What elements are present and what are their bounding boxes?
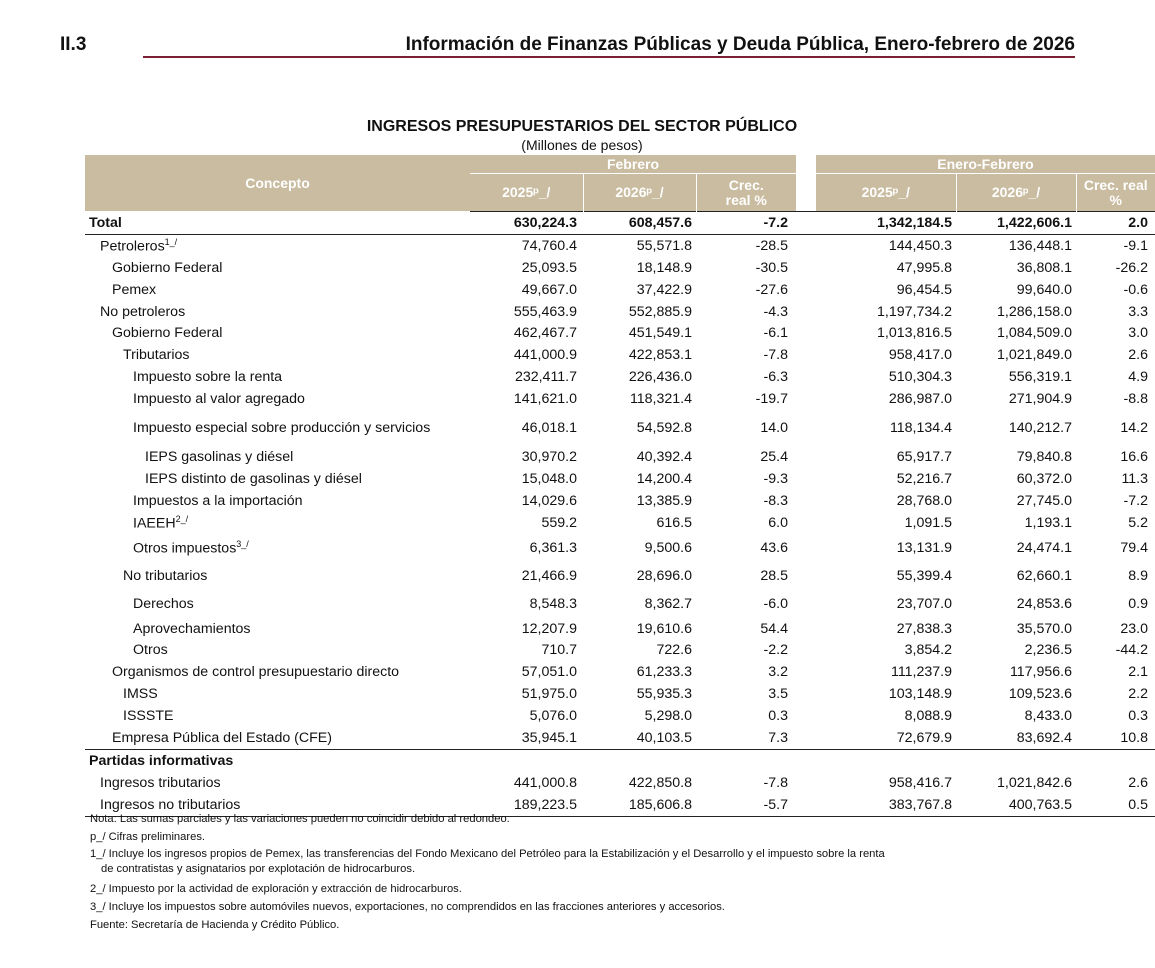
cell-f26 <box>583 749 696 771</box>
cell-e26: 1,193.1 <box>1024 514 1072 531</box>
cell-fcr: 14.0 <box>760 420 788 437</box>
table-row <box>85 279 1155 301</box>
cell-e26: 2,236.5 <box>1024 642 1072 659</box>
cell-fcr <box>696 749 796 771</box>
cell-ecr: -8.8 <box>1123 391 1148 408</box>
table-row <box>85 212 1155 235</box>
cell-e26: 400,763.5 <box>956 794 1076 816</box>
cell-ecr: 2.6 <box>1128 774 1148 791</box>
footnote-marker: 3_/ <box>236 538 249 549</box>
cell-ecr: 0.3 <box>1128 708 1148 725</box>
note-2: 2_/ Impuesto por la actividad de exploración y extracción de hidrocarburos. <box>90 883 462 895</box>
note-1-cont: de contratistas y asignatarios por explotación de hidrocarburos. <box>101 863 416 875</box>
cell-e25: 96,454.5 <box>896 281 952 298</box>
cell-e26: 8,433.0 <box>1024 708 1072 725</box>
cell-fcr: -28.5 <box>755 237 788 254</box>
cell-fcr: -30.5 <box>755 259 788 276</box>
cell-f25: 30,970.2 <box>521 448 577 465</box>
table-row <box>85 562 1155 590</box>
cell-e25: 8,088.9 <box>904 708 952 725</box>
cell-e26: 109,523.6 <box>1008 686 1072 703</box>
cell-f26: 55,935.3 <box>636 686 692 703</box>
cell-f25: 555,463.9 <box>513 303 577 320</box>
cell-fcr: -5.7 <box>696 794 796 816</box>
cell-e26: 1,021,842.6 <box>997 774 1072 791</box>
cell-f25: 462,467.7 <box>513 325 577 342</box>
cell-fcr: -2.2 <box>763 642 788 659</box>
cell-f25: 559.2 <box>541 514 577 531</box>
table-row <box>85 534 1155 562</box>
note-1: 1_/ Incluye los ingresos propios de Pemex, las transferencias del Fondo Mexicano del Petróleo para la Estabilización y el Desarrollo y el impuesto sobre la renta <box>90 848 885 860</box>
cell-ecr: 23.0 <box>1120 620 1148 637</box>
table-row <box>85 490 1155 512</box>
header-feb-2026: 2026ᵖ_/ <box>583 174 696 212</box>
cell-e26: 1,084,509.0 <box>997 325 1072 342</box>
cell-f25: 232,411.7 <box>514 369 577 386</box>
cell-fcr: 43.6 <box>760 539 788 556</box>
page-title: Información de Finanzas Públicas y Deuda Pública, Enero-febrero de 2026 <box>405 34 1075 55</box>
row-label: Otros impuestos$^{3\_/}$ <box>133 538 249 557</box>
cell-e25: 144,450.3 <box>888 237 952 254</box>
cell-e25: 52,216.7 <box>896 470 952 487</box>
cell-f26: 9,500.6 <box>644 539 692 556</box>
cell-e26: 24,853.6 <box>1016 595 1072 612</box>
cell-e25: 958,417.0 <box>888 347 952 364</box>
note-rounding: Nota: Las sumas parciales y las variaciones pueden no coincidir debido al redondeo. <box>90 813 510 825</box>
note-preliminary: p_/ Cifras preliminares. <box>90 831 206 843</box>
table-row <box>85 661 1155 683</box>
cell-ecr: 0.9 <box>1128 595 1148 612</box>
cell-fcr: -6.1 <box>763 325 788 342</box>
cell-e25: 103,148.9 <box>888 686 952 703</box>
cell-e25: 286,987.0 <box>888 391 952 408</box>
cell-e25: 28,768.0 <box>896 492 952 509</box>
cell-e25: 27,838.3 <box>896 620 952 637</box>
table-row <box>85 234 1155 256</box>
cell-e26: 1,286,158.0 <box>997 303 1072 320</box>
header-feb-crec: Crec. real % <box>696 174 796 212</box>
cell-e25: 55,399.4 <box>896 567 952 584</box>
note-source: Fuente: Secretaría de Hacienda y Crédito Público. <box>90 919 340 931</box>
cell-f25: 46,018.1 <box>521 420 577 437</box>
cell-f25: 51,975.0 <box>521 686 577 703</box>
header-concept: Concepto <box>85 155 470 212</box>
cell-f26: 552,885.9 <box>628 303 692 320</box>
cell-f26: 422,850.8 <box>628 774 692 791</box>
header-ef-2025: 2025ᵖ_/ <box>816 174 956 212</box>
cell-f26: 54,592.8 <box>636 420 692 437</box>
cell-ecr: -7.2 <box>1123 492 1148 509</box>
header-enero-febrero: Enero-Febrero <box>816 155 1155 174</box>
row-label: No petroleros <box>100 303 186 320</box>
cell-ecr: 2.6 <box>1128 347 1148 364</box>
cell-f26: 13,385.9 <box>636 492 692 509</box>
cell-f25: 74,760.4 <box>521 237 577 254</box>
cell-f25: 8,548.3 <box>529 595 577 612</box>
cell-e25: 383,767.8 <box>816 794 956 816</box>
cell-ecr: 5.2 <box>1128 514 1148 531</box>
cell-f26: 18,148.9 <box>636 259 692 276</box>
row-label: Petroleros$^{1\_/}$ <box>100 236 178 255</box>
cell-f25: 15,048.0 <box>521 470 577 487</box>
cell-f26: 722.6 <box>656 642 692 659</box>
cell-e26 <box>956 749 1076 771</box>
cell-f25: 12,207.9 <box>521 620 577 637</box>
cell-e25: 510,304.3 <box>888 369 952 386</box>
cell-f26: 28,696.0 <box>636 567 692 584</box>
cell-fcr: -8.3 <box>763 492 788 509</box>
row-label: Ingresos tributarios <box>100 774 221 791</box>
cell-fcr: 7.3 <box>768 729 788 746</box>
cell-fcr: 3.5 <box>768 686 788 703</box>
cell-fcr: -4.3 <box>763 303 788 320</box>
cell-ecr: 10.8 <box>1120 729 1148 746</box>
cell-fcr: 28.5 <box>760 567 788 584</box>
row-label: Derechos <box>133 595 194 612</box>
cell-ecr: -26.2 <box>1115 259 1148 276</box>
cell-e25: 1,342,184.5 <box>816 212 956 235</box>
table-row <box>85 257 1155 279</box>
cell-f25: 710.7 <box>541 642 577 659</box>
cell-ecr: -9.1 <box>1123 237 1148 254</box>
table-title: INGRESOS PRESUPUESTARIOS DEL SECTOR PÚBLICO <box>366 118 798 135</box>
table-row <box>85 727 1155 749</box>
row-label: Partidas informativas <box>85 749 470 771</box>
header-ef-crec: Crec. real % <box>1076 174 1155 212</box>
table-row <box>85 639 1155 661</box>
cell-fcr: -27.6 <box>755 281 788 298</box>
row-label: $IAEEH^{2\_/}$ <box>133 513 189 532</box>
cell-f26: 5,298.0 <box>644 708 692 725</box>
cell-f26: 61,233.3 <box>636 664 692 681</box>
row-label: IEPS distinto de gasolinas y diésel <box>145 470 362 487</box>
row-label: Ingresos no tributarios <box>85 794 470 816</box>
cell-f26: 422,853.1 <box>628 347 692 364</box>
table-subtitle: (Millones de pesos) <box>521 137 643 153</box>
cell-f26: 451,549.1 <box>628 325 692 342</box>
cell-f26: 8,362.7 <box>644 595 692 612</box>
cell-fcr: -7.8 <box>763 774 788 791</box>
cell-e25: 1,091.5 <box>904 514 952 531</box>
row-label: Impuesto especial sobre producción y servicios <box>133 419 431 436</box>
table-row <box>85 388 1155 410</box>
row-label: Organismos de control presupuestario directo <box>112 664 400 681</box>
cell-fcr: -7.2 <box>696 212 796 235</box>
cell-e25: 3,854.2 <box>904 642 952 659</box>
cell-f26: 118,321.4 <box>629 391 692 408</box>
cell-fcr: -7.8 <box>763 347 788 364</box>
cell-fcr: -9.3 <box>763 470 788 487</box>
cell-e25: 65,917.7 <box>896 448 952 465</box>
cell-ecr: 2.2 <box>1128 686 1148 703</box>
header-rule <box>143 56 1075 58</box>
row-label: Total <box>85 212 470 235</box>
table-row <box>85 344 1155 366</box>
cell-ecr: 16.6 <box>1120 448 1148 465</box>
cell-f26: 608,457.6 <box>583 212 696 235</box>
cell-e26: 79,840.8 <box>1016 448 1072 465</box>
row-label: IEPS gasolinas y diésel <box>145 448 294 465</box>
header-febrero: Febrero <box>470 155 796 174</box>
cell-f26: 40,392.4 <box>636 448 692 465</box>
row-label: Impuestos a la importación <box>133 492 303 509</box>
cell-ecr: 2.0 <box>1076 212 1155 235</box>
row-label: Gobierno Federal <box>112 259 223 276</box>
cell-f25: 35,945.1 <box>521 729 577 746</box>
header-ef-2026: 2026ᵖ_/ <box>956 174 1076 212</box>
row-label: Impuesto sobre la renta <box>133 369 283 386</box>
cell-fcr: -19.7 <box>755 391 788 408</box>
cell-ecr: 79.4 <box>1120 539 1148 556</box>
cell-f25: 49,667.0 <box>521 281 577 298</box>
cell-f25: 21,466.9 <box>521 567 577 584</box>
cell-fcr: 54.4 <box>760 620 788 637</box>
cell-e26: 36,808.1 <box>1016 259 1072 276</box>
table-row <box>85 618 1155 640</box>
row-label: Gobierno Federal <box>112 325 223 342</box>
table-row <box>85 749 1155 771</box>
row-label: Empresa Pública del Estado (CFE) <box>112 729 332 746</box>
cell-e26: 83,692.4 <box>1016 729 1072 746</box>
row-label: Otros <box>133 642 168 659</box>
cell-fcr: -6.0 <box>763 595 788 612</box>
cell-e26: 271,904.9 <box>1008 391 1072 408</box>
cell-e25: 47,995.8 <box>896 259 952 276</box>
cell-fcr: -6.3 <box>763 369 788 386</box>
cell-e26: 27,745.0 <box>1016 492 1072 509</box>
cell-ecr <box>1076 749 1155 771</box>
cell-f25: 441,000.9 <box>513 347 577 364</box>
cell-ecr: 4.9 <box>1128 369 1148 386</box>
row-label: No tributarios <box>123 567 208 584</box>
cell-e25: 1,013,816.5 <box>877 325 952 342</box>
cell-ecr: -0.6 <box>1123 281 1148 298</box>
table-row <box>85 322 1155 344</box>
cell-f25: 441,000.8 <box>513 774 577 791</box>
cell-f25: 5,076.0 <box>529 708 577 725</box>
cell-e25: 118,134.4 <box>889 420 952 437</box>
cell-e26: 117,956.6 <box>1009 664 1072 681</box>
cell-ecr: 3.0 <box>1128 325 1148 342</box>
table-row <box>85 446 1155 468</box>
cell-fcr: 6.0 <box>768 514 788 531</box>
footnote-marker: 2_/ <box>175 513 189 524</box>
cell-e26: 35,570.0 <box>1016 620 1072 637</box>
table-row <box>85 772 1155 794</box>
cell-ecr: 0.5 <box>1076 794 1155 816</box>
revenue-table <box>85 155 1155 817</box>
cell-ecr: 14.2 <box>1120 420 1148 437</box>
cell-e26: 1,021,849.0 <box>997 347 1072 364</box>
cell-f26: 616.5 <box>656 514 692 531</box>
cell-f25: 14,029.6 <box>521 492 577 509</box>
cell-f25: 141,621.0 <box>513 391 577 408</box>
row-label: IMSS <box>123 686 158 703</box>
cell-e26: 136,448.1 <box>1008 237 1072 254</box>
row-label: Aprovechamientos <box>133 620 251 637</box>
cell-f25: 57,051.0 <box>521 664 577 681</box>
cell-ecr: -44.2 <box>1115 642 1148 659</box>
table-row <box>85 410 1155 446</box>
cell-e26: 60,372.0 <box>1016 470 1072 487</box>
cell-e25: 958,416.7 <box>888 774 952 791</box>
table-row <box>85 705 1155 727</box>
table-row <box>85 590 1155 618</box>
table-row <box>85 366 1155 388</box>
cell-f25: 630,224.3 <box>470 212 583 235</box>
table-row <box>85 512 1155 534</box>
cell-f26: 40,103.5 <box>636 729 692 746</box>
cell-ecr: 11.3 <box>1121 470 1148 487</box>
cell-e25: 23,707.0 <box>896 595 952 612</box>
cell-f25: 189,223.5 <box>470 794 583 816</box>
cell-ecr: 2.1 <box>1128 664 1148 681</box>
table-row <box>85 301 1155 323</box>
cell-ecr: 3.3 <box>1128 303 1148 320</box>
cell-f26: 55,571.8 <box>636 237 692 254</box>
row-label: ISSSTE <box>123 708 174 725</box>
cell-e26: 140,212.7 <box>1008 420 1072 437</box>
header-feb-2025: 2025ᵖ_/ <box>470 174 583 212</box>
footnote-marker: 1_/ <box>164 236 178 247</box>
cell-e25: 111,237.9 <box>890 664 952 681</box>
cell-e26: 62,660.1 <box>1016 567 1072 584</box>
cell-fcr: 0.3 <box>768 708 788 725</box>
cell-e25: 13,131.9 <box>896 539 952 556</box>
cell-ecr: 8.9 <box>1128 567 1148 584</box>
cell-f25: 6,361.3 <box>529 539 577 556</box>
cell-e26: 24,474.1 <box>1016 539 1072 556</box>
cell-e26: 1,422,606.1 <box>956 212 1076 235</box>
cell-e25 <box>816 749 956 771</box>
cell-e25: 1,197,734.2 <box>877 303 952 320</box>
cell-e25: 72,679.9 <box>896 729 952 746</box>
cell-e26: 99,640.0 <box>1016 281 1072 298</box>
row-label: Tributarios <box>123 347 190 364</box>
footnotes <box>90 810 1050 934</box>
note-3: 3_/ Incluye los impuestos sobre automóviles nuevos, exportaciones, no comprendidos en las fracciones anteriores y accesorios. <box>90 901 725 913</box>
table-row <box>85 468 1155 490</box>
cell-fcr: 25.4 <box>760 448 788 465</box>
section-number: II.3 <box>60 34 87 55</box>
table-row <box>85 683 1155 705</box>
cell-e26: 556,319.1 <box>1008 369 1072 386</box>
cell-fcr: 3.2 <box>768 664 788 681</box>
row-label: Pemex <box>112 281 157 298</box>
cell-f25 <box>470 749 583 771</box>
row-label: Impuesto al valor agregado <box>133 391 305 408</box>
cell-f26: 226,436.0 <box>628 369 692 386</box>
cell-f26: 37,422.9 <box>636 281 692 298</box>
cell-f26: 19,610.6 <box>636 620 692 637</box>
cell-f26: 14,200.4 <box>636 470 692 487</box>
cell-f26: 185,606.8 <box>583 794 696 816</box>
cell-f25: 25,093.5 <box>521 259 577 276</box>
